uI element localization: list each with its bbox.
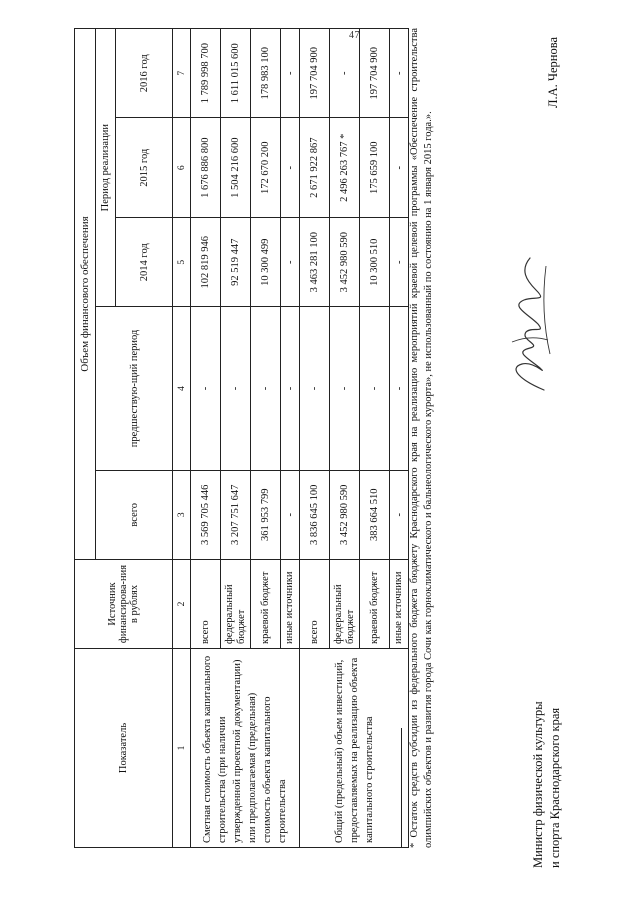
header-source: Источник финансирова-ния в рублях (75, 560, 173, 649)
total-cell: 383 664 510 (360, 470, 390, 559)
source-cell: иные источники (281, 560, 300, 649)
table-row (300, 29, 330, 848)
previous-cell: - (300, 307, 330, 470)
position-line: Министр физической культуры (531, 701, 545, 868)
col-number: 3 (173, 470, 191, 559)
y2015-cell: - (390, 118, 409, 218)
y2014-cell: 3 463 281 100 (300, 218, 330, 307)
header-previous: предшествую-щий период (96, 307, 173, 470)
previous-cell: - (191, 307, 221, 470)
y2014-cell: - (390, 218, 409, 307)
source-cell: федеральный бюджет (221, 560, 251, 649)
previous-cell: - (251, 307, 281, 470)
y2016-cell: 197 704 900 (360, 29, 390, 118)
source-cell: краевой бюджет (360, 560, 390, 649)
signatory-name: Л.А. Чернова (546, 36, 560, 108)
y2016-cell: 1 789 998 700 (191, 29, 221, 118)
previous-cell: - (281, 307, 300, 470)
indicator-cell: Общий (предельный) объем инвестиций, предоставляемых на реализацию объекта капитального строительства (300, 649, 409, 848)
header-2016: 2016 год (116, 29, 173, 118)
col-number: 5 (173, 218, 191, 307)
source-cell: краевой бюджет (251, 560, 281, 649)
y2016-cell: 197 704 900 (300, 29, 330, 118)
table-title: Объем финансового обеспечения (75, 29, 96, 560)
rotated-sheet (38, 28, 598, 868)
y2015-cell: 172 670 200 (251, 118, 281, 218)
signatory-position (530, 701, 564, 868)
col-number: 4 (173, 307, 191, 470)
y2014-cell: 92 519 447 (221, 218, 251, 307)
position-line: и спорта Краснодарского края (548, 707, 562, 868)
total-cell: 3 836 645 100 (300, 470, 330, 559)
y2016-cell: - (330, 29, 360, 118)
header-indicator: Показатель (75, 649, 173, 848)
y2016-cell: 1 611 015 600 (221, 29, 251, 118)
total-cell: 3 569 705 446 (191, 470, 221, 559)
y2015-cell: 2 496 263 767 * (330, 118, 360, 218)
header-2014: 2014 год (116, 218, 173, 307)
header-2015: 2015 год (116, 118, 173, 218)
previous-cell: - (330, 307, 360, 470)
previous-cell: - (390, 307, 409, 470)
col-number: 7 (173, 29, 191, 118)
previous-cell: - (360, 307, 390, 470)
source-cell: всего (191, 560, 221, 649)
handwritten-signature (500, 248, 560, 398)
y2014-cell: - (281, 218, 300, 307)
y2015-cell: 1 676 886 800 (191, 118, 221, 218)
y2015-cell: 175 659 100 (360, 118, 390, 218)
total-cell: 3 207 751 647 (221, 470, 251, 559)
y2016-cell: 178 983 100 (251, 29, 281, 118)
col-number: 6 (173, 118, 191, 218)
total-cell: 3 452 980 590 (330, 470, 360, 559)
y2014-cell: 10 300 510 (360, 218, 390, 307)
footnote-rule (401, 728, 402, 848)
source-cell: иные источники (390, 560, 409, 649)
y2014-cell: 3 452 980 590 (330, 218, 360, 307)
source-cell: федеральный бюджет (330, 560, 360, 649)
col-number: 1 (173, 649, 191, 848)
page-number: 47 (349, 30, 360, 41)
previous-cell: - (221, 307, 251, 470)
total-cell: - (281, 470, 300, 559)
footnote: * Остаток средств субсидии из федерального бюджета бюджету Краснодарского края на реализацию мероприятий краевой целевой программы «Обеспечение строительства олимпийских объектов и развития города Сочи как горноклиматического и бальнеологического курорта», не использованный по состоянию на 1 января 2015 года.». (409, 28, 434, 848)
y2016-cell: - (390, 29, 409, 118)
table-row (191, 29, 221, 848)
y2015-cell: 2 671 922 867 (300, 118, 330, 218)
total-cell: - (390, 470, 409, 559)
indicator-cell: Сметная стоимость объекта капитального строительства (при наличии утвержденной проектной документации) или предполагаемая (предельная) стоимость объекта капитального строительства (191, 649, 300, 848)
header-period: Период реализации (96, 29, 116, 307)
y2014-cell: 102 819 946 (191, 218, 221, 307)
source-cell: всего (300, 560, 330, 649)
y2016-cell: - (281, 29, 300, 118)
col-number: 2 (173, 560, 191, 649)
header-total: всего (96, 470, 173, 559)
y2015-cell: 1 504 216 600 (221, 118, 251, 218)
y2014-cell: 10 300 499 (251, 218, 281, 307)
y2015-cell: - (281, 118, 300, 218)
financing-table (74, 28, 409, 848)
total-cell: 361 953 799 (251, 470, 281, 559)
